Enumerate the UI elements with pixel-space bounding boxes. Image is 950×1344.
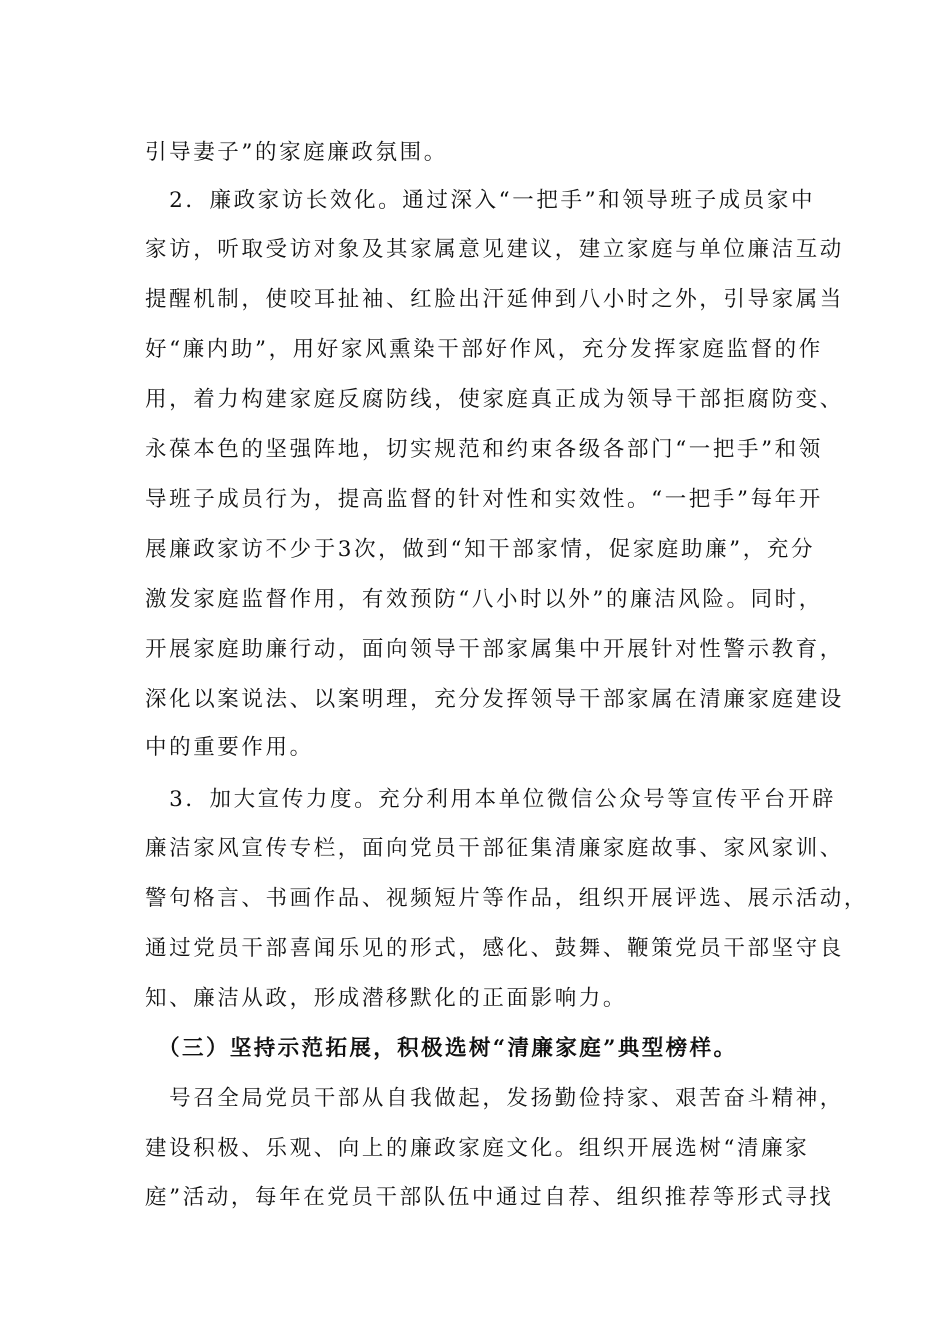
text-line: 知、廉洁从政，形成潜移默化的正面影响力。 — [145, 986, 628, 1011]
text-line: 家访，听取受访对象及其家属意见建议，建立家庭与单位廉洁互动 — [145, 237, 844, 262]
text-line: 展廉政家访不少于3次，做到“知干部家情，促家庭助廉”，充分 — [145, 537, 816, 562]
text-line: 开展家庭助廉行动，面向领导干部家属集中开展针对性警示教育， — [145, 637, 844, 662]
text-line: 警句格言、书画作品、视频短片等作品，组织开展评选、展示活动， — [145, 886, 869, 911]
text-line: 3．加大宣传力度。充分利用本单位微信公众号等宣传平台开辟 — [145, 787, 837, 812]
text-line: 建设积极、乐观、向上的廉政家庭文化。组织开展选树“清廉家 — [145, 1136, 810, 1161]
text-line: 提醒机制，使咬耳扯袖、红脸出汗延伸到八小时之外，引导家属当 — [145, 287, 844, 312]
text-line: 用，着力构建家庭反腐防线，使家庭真正成为领导干部拒腐防变、 — [145, 387, 844, 412]
text-line: 激发家庭监督作用，有效预防“八小时以外”的廉洁风险。同时， — [145, 587, 823, 612]
text-line: 庭”活动，每年在党员干部队伍中通过自荐、组织推荐等形式寻找 — [145, 1185, 834, 1210]
text-line: 通过党员干部喜闻乐见的形式，感化、鼓舞、鞭策党员干部坚守良 — [145, 936, 844, 961]
text-line: 号召全局党员干部从自我做起，发扬勤俭持家、艰苦奋斗精神， — [145, 1086, 844, 1111]
text-line: 好“廉内助”，用好家风熏染干部好作风，充分发挥家庭监督的作 — [145, 337, 823, 362]
text-line: 廉洁家风宣传专栏，面向党员干部征集清廉家庭故事、家风家训、 — [145, 836, 844, 861]
text-line: 中的重要作用。 — [145, 735, 314, 760]
text-line: 引导妻子”的家庭廉政氛围。 — [145, 140, 448, 165]
text-line: 2．廉政家访长效化。通过深入“一把手”和领导班子成员家中 — [145, 188, 816, 213]
text-line: 深化以案说法、以案明理，充分发挥领导干部家属在清廉家庭建设 — [145, 687, 844, 712]
section-heading: （三）坚持示范拓展，积极选树“清廉家庭”典型榜样。 — [145, 1036, 738, 1061]
text-line: 导班子成员行为，提高监督的针对性和实效性。“一把手”每年开 — [145, 487, 823, 512]
text-line: 永葆本色的坚强阵地，切实规范和约束各级各部门“一把手”和领 — [145, 437, 823, 462]
